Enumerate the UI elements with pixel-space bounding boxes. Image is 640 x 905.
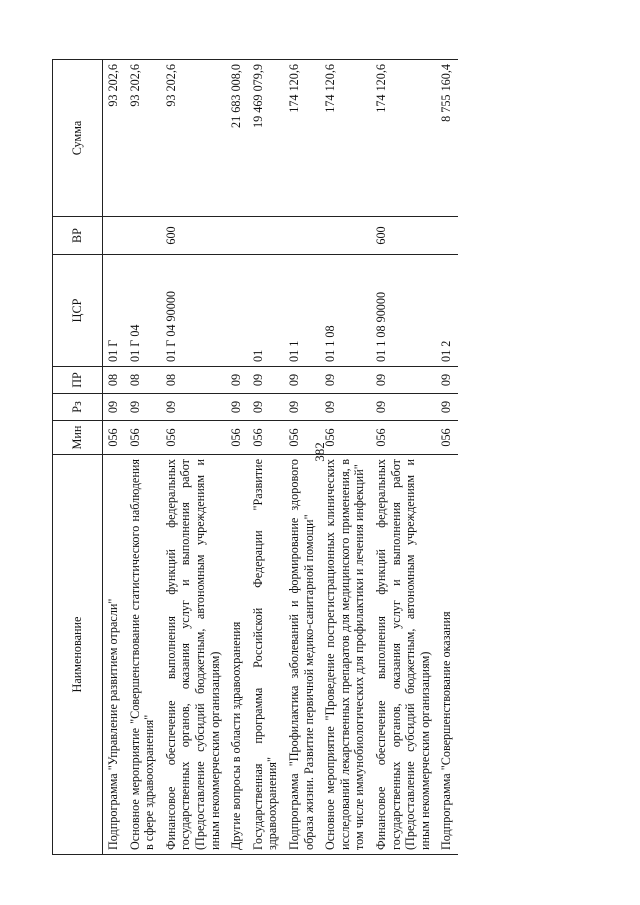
row-min: 056 (284, 421, 320, 455)
row-vr (103, 217, 125, 255)
row-name: Государственная программа Российской Федерации "Развитие здравоохранения" (248, 455, 284, 855)
row-csr: 01 Г 04 (125, 255, 161, 367)
row-sum: 19 469 079,9 (248, 60, 284, 217)
table-row (320, 60, 371, 855)
row-csr: 01 2 (436, 255, 458, 367)
row-vr (248, 217, 284, 255)
header-csr: ЦСР (53, 255, 103, 367)
table-row (103, 60, 125, 855)
budget-table (52, 59, 458, 855)
row-sum: 174 120,6 (320, 60, 371, 217)
row-pr: 09 (226, 367, 248, 394)
row-csr: 01 1 08 (320, 255, 371, 367)
row-vr (226, 217, 248, 255)
row-rz: 09 (248, 394, 284, 421)
row-name: Подпрограмма "Управление развитием отрасли" (103, 455, 125, 855)
row-name: Основное мероприятие "Проведение пострегистрационных клинических исследований лекарственных препаратов для медицинского применения, в том числе иммунобиологических для профилактики и лечения инфекций" (320, 455, 371, 855)
row-csr: 01 Г 04 90000 (161, 255, 226, 367)
table-row (248, 60, 284, 855)
header-name: Наименование (53, 455, 103, 855)
row-min: 056 (103, 421, 125, 455)
row-name: Другие вопросы в области здравоохранения (226, 455, 248, 855)
row-sum: 8 755 160,4 (436, 60, 458, 217)
row-pr: 09 (284, 367, 320, 394)
row-name: Финансовое обеспечение выполнения функций федеральных государственных органов, оказания услуг и выполнения работ (Предоставление субсидий бюджетным, автономным учреждениям и иным некоммерческим организациям) (371, 455, 436, 855)
page-number: 382 (312, 442, 327, 462)
row-csr: 01 1 (284, 255, 320, 367)
row-vr: 600 (161, 217, 226, 255)
table-header-row (53, 60, 103, 855)
table-row (371, 60, 436, 855)
row-min: 056 (436, 421, 458, 455)
row-pr: 08 (125, 367, 161, 394)
row-min: 056 (248, 421, 284, 455)
row-vr (125, 217, 161, 255)
row-rz: 09 (284, 394, 320, 421)
row-pr: 08 (161, 367, 226, 394)
row-pr: 08 (103, 367, 125, 394)
row-rz: 09 (371, 394, 436, 421)
row-sum: 93 202,6 (161, 60, 226, 217)
row-sum: 21 683 008,0 (226, 60, 248, 217)
row-vr (320, 217, 371, 255)
row-min: 056 (161, 421, 226, 455)
row-rz: 09 (125, 394, 161, 421)
row-pr: 09 (248, 367, 284, 394)
table-row (436, 60, 458, 855)
header-pr: ПР (53, 367, 103, 394)
row-rz: 09 (103, 394, 125, 421)
row-name: Финансовое обеспечение выполнения функций федеральных государственных органов, оказания услуг и выполнения работ (Предоставление субсидий бюджетным, автономным учреждениям и иным некоммерческим организациям) (161, 455, 226, 855)
row-csr: 01 Г (103, 255, 125, 367)
table-row (161, 60, 226, 855)
row-name: Подпрограмма "Профилактика заболеваний и формирование здорового образа жизни. Развитие первичной медико-санитарной помощи" (284, 455, 320, 855)
row-min: 056 (125, 421, 161, 455)
row-rz: 09 (226, 394, 248, 421)
row-vr (436, 217, 458, 255)
row-vr: 600 (371, 217, 436, 255)
row-rz: 09 (161, 394, 226, 421)
header-min: Мин (53, 421, 103, 455)
row-sum: 174 120,6 (284, 60, 320, 217)
row-pr: 09 (436, 367, 458, 394)
row-sum: 93 202,6 (103, 60, 125, 217)
header-rz: Рз (53, 394, 103, 421)
row-rz: 09 (320, 394, 371, 421)
budget-table-container (52, 60, 612, 855)
table-row (125, 60, 161, 855)
row-min: 056 (371, 421, 436, 455)
row-min: 056 (226, 421, 248, 455)
row-min: 056 (320, 421, 371, 455)
row-name: Основное мероприятие "Совершенствование статистического наблюдения в сфере здравоохранения" (125, 455, 161, 855)
table-row (226, 60, 248, 855)
row-csr: 01 1 08 90000 (371, 255, 436, 367)
row-sum: 174 120,6 (371, 60, 436, 217)
table-row (284, 60, 320, 855)
row-csr (226, 255, 248, 367)
row-pr: 09 (371, 367, 436, 394)
row-pr: 09 (320, 367, 371, 394)
row-rz: 09 (436, 394, 458, 421)
header-sum: Сумма (53, 60, 103, 217)
row-sum: 93 202,6 (125, 60, 161, 217)
header-vr: ВР (53, 217, 103, 255)
row-csr: 01 (248, 255, 284, 367)
row-vr (284, 217, 320, 255)
row-name: Подпрограмма "Совершенствование оказания (436, 455, 458, 855)
